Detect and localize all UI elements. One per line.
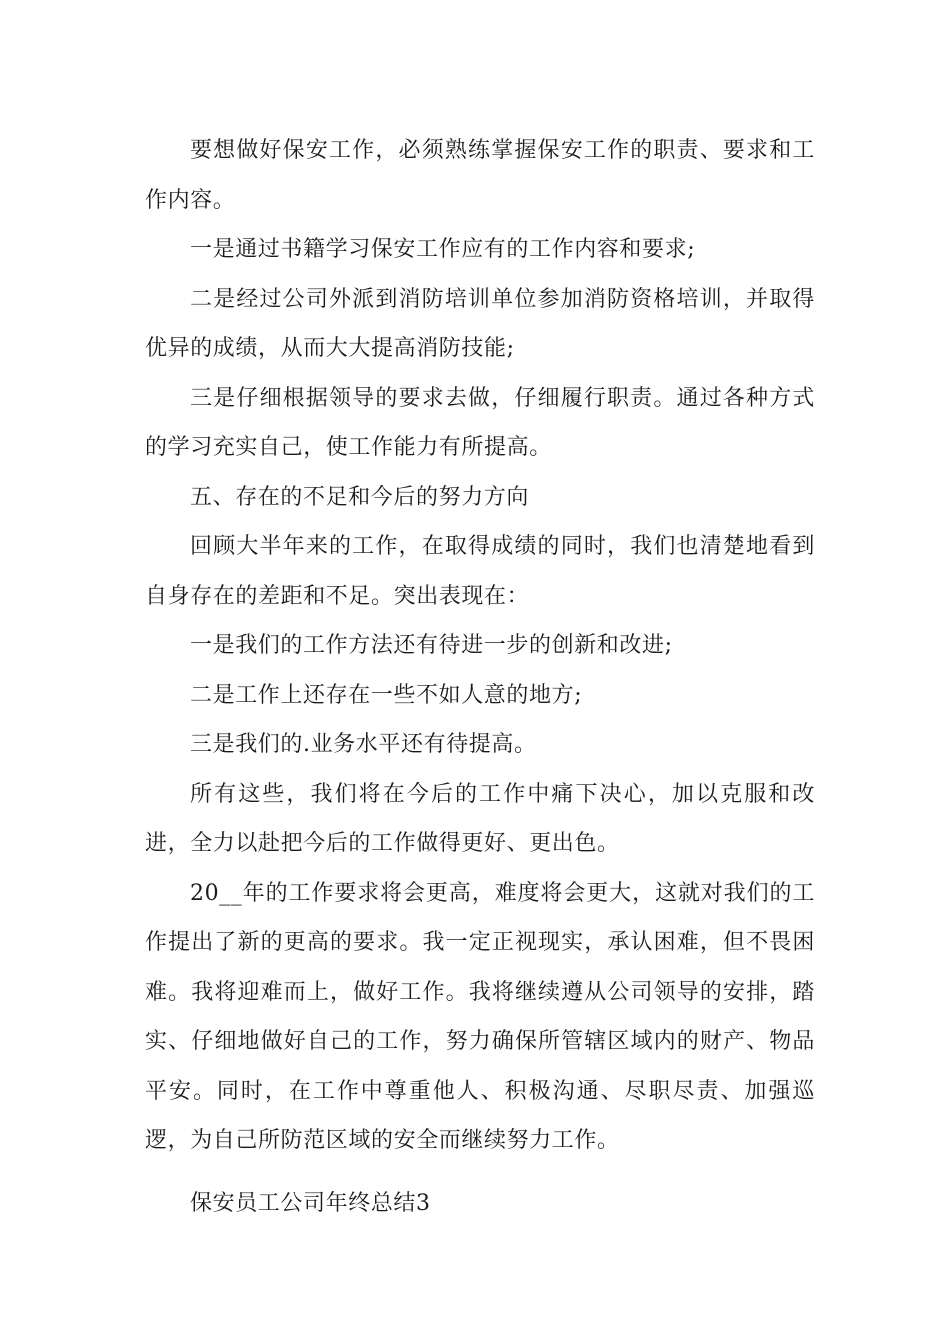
paragraph-shortcoming-one: 一是我们的工作方法还有待进一步的创新和改进; — [190, 633, 673, 658]
paragraph-review: 回顾大半年来的工作，在取得成绩的同时，我们也清楚地看到自身存在的差距和不足。突出表现在： — [145, 534, 815, 609]
document-body — [145, 126, 815, 1228]
paragraph-shortcoming-three: 三是我们的.业务水平还有待提高。 — [190, 732, 537, 757]
paragraph-point-three-leader: 三是仔细根据领导的要求去做，仔细履行职责。通过各种方式的学习充实自己，使工作能力有所提高。 — [145, 385, 815, 460]
section-heading-shortcomings: 五、存在的不足和今后的努力方向 — [190, 484, 530, 510]
paragraph-resolution: 所有这些，我们将在今后的工作中痛下决心，加以克服和改进，全力以赴把今后的工作做得更好、更出色。 — [145, 781, 815, 856]
paragraph-shortcoming-two: 二是工作上还存在一些不如人意的地方; — [190, 682, 583, 708]
next-section-title: 保安员工公司年终总结3 — [190, 1190, 431, 1216]
paragraph-point-one-books: 一是通过书籍学习保安工作应有的工作内容和要求; — [190, 237, 696, 262]
paragraph-next-year: 20__年的工作要求将会更高，难度将会更大，这就对我们的工作提出了新的更高的要求。我一定正视现实，承认困难，但不畏困难。我将迎难而上，做好工作。我将继续遵从公司领导的安排，踏实、仔细地做好自己的工作，努力确保所管辖区域内的财产、物品平安。同时，在工作中尊重他人、积极沟通、尽职尽责、加强巡逻，为自己所防范区域的安全而继续努力工作。 — [145, 880, 815, 1153]
paragraph-point-two-training: 二是经过公司外派到消防培训单位参加消防资格培训，并取得优异的成绩，从而大大提高消防技能; — [145, 286, 815, 361]
paragraph-duty-intro: 要想做好保安工作，必须熟练掌握保安工作的职责、要求和工作内容。 — [145, 138, 815, 213]
